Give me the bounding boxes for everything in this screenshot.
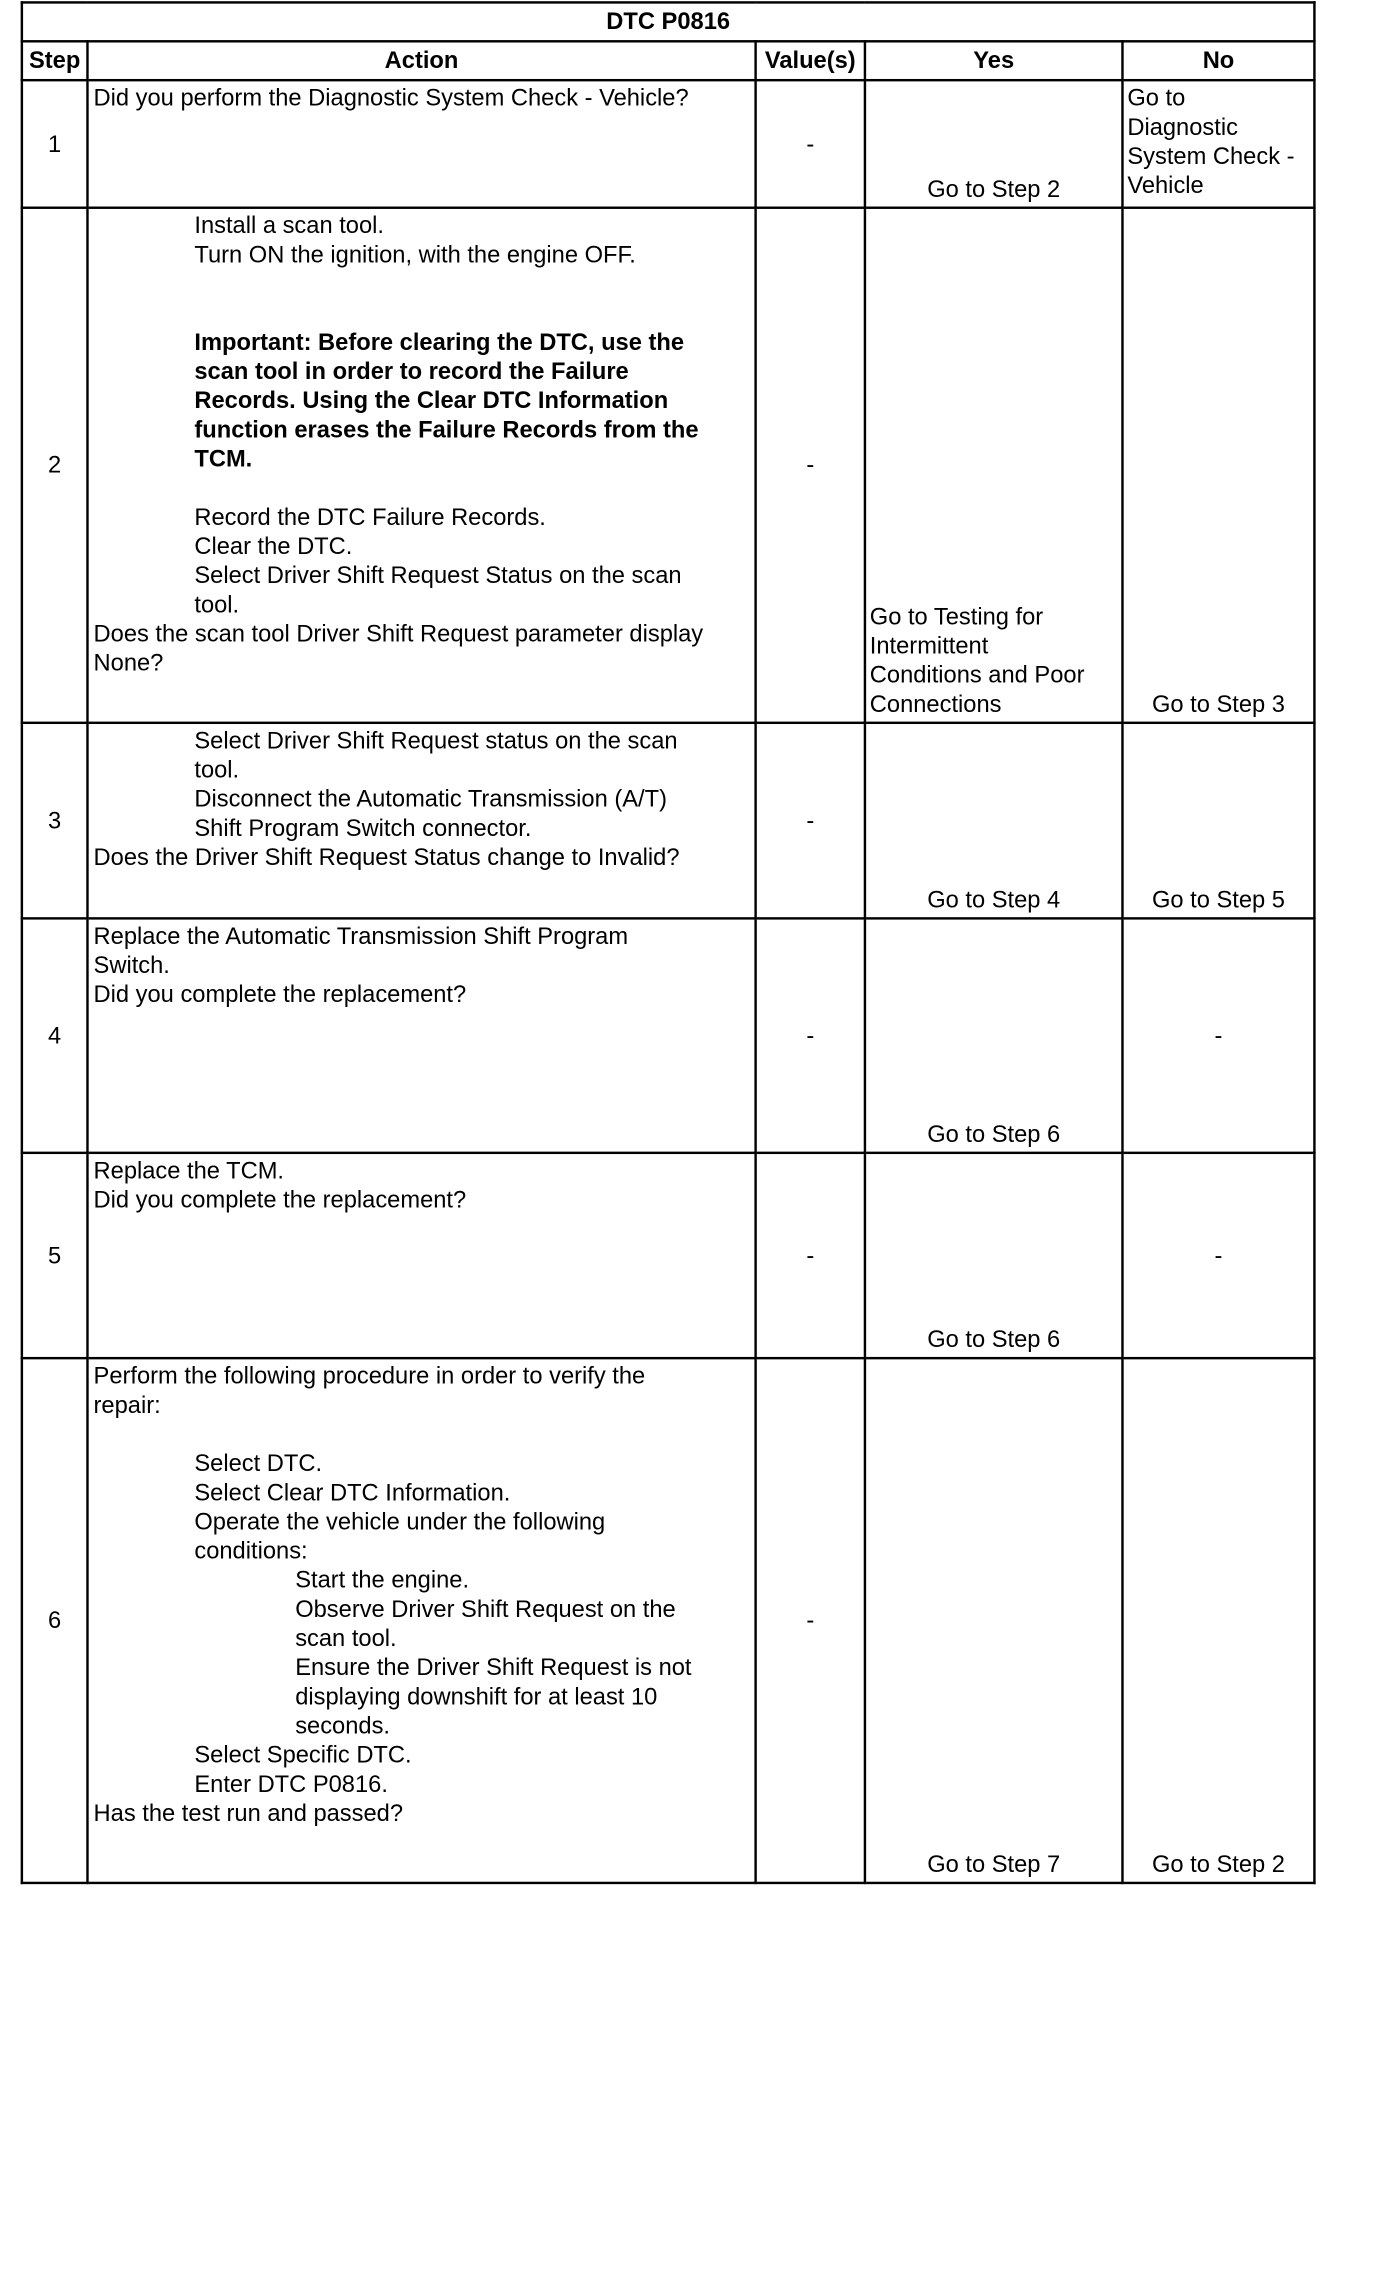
value-cell: -: [756, 723, 865, 919]
action-substep: Ensure the Driver Shift Request is not: [295, 1654, 692, 1682]
action-question: Did you complete the replacement?: [93, 981, 467, 1009]
action-question: Has the test run and passed?: [93, 1800, 404, 1828]
no-cell: Go to Step 3: [1122, 208, 1314, 723]
header-row: [22, 41, 1315, 80]
action-text: Switch.: [93, 952, 170, 980]
yes-cell: Go to Step 4: [865, 723, 1123, 919]
step-number: 6: [22, 1358, 88, 1883]
action-question: None?: [93, 649, 164, 677]
important-note: TCM.: [194, 445, 253, 473]
no-cell: Go to Step 2: [1122, 1358, 1314, 1883]
action-step: Select Driver Shift Request Status on the scan: [194, 562, 682, 590]
yes-cell: Go to Step 6: [865, 1153, 1123, 1358]
table-row: [22, 918, 1315, 1152]
diagnostic-table: [21, 1, 1316, 1884]
action-text: Did you perform the Diagnostic System Check - Vehicle?: [93, 85, 689, 112]
header-action: Action: [87, 41, 755, 80]
value-cell: -: [756, 1153, 865, 1358]
action-substep: Observe Driver Shift Request on the: [295, 1596, 676, 1623]
table-row: [22, 1358, 1315, 1883]
header-no: No: [1122, 41, 1314, 80]
yes-text: Go to Testing for: [869, 603, 1044, 631]
action-text: Replace the Automatic Transmission Shift Program: [93, 923, 629, 950]
no-cell: -: [1122, 1153, 1314, 1358]
action-step: Record the DTC Failure Records.: [194, 504, 546, 531]
value-cell: -: [756, 1358, 865, 1883]
yes-cell: Go to Step 7: [865, 1358, 1123, 1883]
action-question: Did you complete the replacement?: [93, 1186, 467, 1214]
action-text: Perform the following procedure in order to verify the: [93, 1363, 646, 1390]
action-cell: [87, 208, 755, 723]
action-step: Shift Program Switch connector.: [194, 815, 532, 842]
action-cell: [87, 918, 755, 1152]
no-cell: [1122, 80, 1314, 208]
action-text: Replace the TCM.: [93, 1157, 285, 1185]
action-step: Select Specific DTC.: [194, 1742, 412, 1769]
table-row: [22, 723, 1315, 919]
header-yes: Yes: [865, 41, 1123, 80]
important-note: scan tool in order to record the Failure: [194, 358, 629, 386]
step-number: 5: [22, 1153, 88, 1358]
yes-text: Conditions and Poor: [869, 662, 1085, 689]
table-title: DTC P0816: [22, 2, 1315, 41]
action-cell: [87, 1153, 755, 1358]
action-cell: [87, 1358, 755, 1883]
step-number: 4: [22, 918, 88, 1152]
value-cell: -: [756, 208, 865, 723]
table-row: [22, 80, 1315, 208]
no-text: System Check -: [1127, 143, 1295, 171]
header-values: Value(s): [756, 41, 865, 80]
action-question: Does the Driver Shift Request Status change to Invalid?: [93, 844, 680, 872]
step-number: 1: [22, 80, 88, 208]
action-step: tool.: [194, 591, 240, 619]
yes-cell: Go to Step 2: [865, 80, 1123, 208]
action-step: Select DTC.: [194, 1450, 323, 1478]
action-substep: scan tool.: [295, 1625, 397, 1653]
action-step: Turn ON the ignition, with the engine OFF.: [194, 241, 636, 269]
step-number: 3: [22, 723, 88, 919]
yes-text: Intermittent: [869, 632, 989, 660]
value-cell: -: [756, 80, 865, 208]
action-step: Install a scan tool.: [194, 212, 384, 240]
action-question: Does the scan tool Driver Shift Request parameter display: [93, 620, 704, 648]
yes-cell: [865, 208, 1123, 723]
action-step: Select Clear DTC Information.: [194, 1479, 511, 1507]
important-note: Records. Using the Clear DTC Information: [194, 387, 669, 415]
important-note: Important: Before clearing the DTC, use the: [194, 329, 685, 356]
action-step: Clear the DTC.: [194, 533, 353, 561]
no-cell: -: [1122, 918, 1314, 1152]
table-row: [22, 208, 1315, 723]
no-text: Vehicle: [1127, 172, 1204, 200]
header-step: Step: [22, 41, 88, 80]
action-step: Operate the vehicle under the following: [194, 1508, 606, 1536]
yes-text: Connections: [869, 691, 1002, 718]
no-text: Diagnostic: [1127, 114, 1238, 141]
no-cell: Go to Step 5: [1122, 723, 1314, 919]
action-text: repair:: [93, 1392, 161, 1419]
action-substep: displaying downshift for at least 10: [295, 1683, 658, 1711]
action-step: Select Driver Shift Request status on the scan: [194, 727, 678, 755]
yes-cell: Go to Step 6: [865, 918, 1123, 1152]
action-substep: seconds.: [295, 1712, 391, 1740]
action-cell: [87, 80, 755, 208]
action-step: tool.: [194, 756, 240, 784]
action-cell: [87, 723, 755, 919]
action-substep: Start the engine.: [295, 1567, 470, 1594]
value-cell: -: [756, 918, 865, 1152]
action-step: Disconnect the Automatic Transmission (A/T): [194, 785, 668, 813]
table-row: [22, 1153, 1315, 1358]
no-text: Go to: [1127, 85, 1186, 112]
action-step: conditions:: [194, 1537, 308, 1565]
step-number: 2: [22, 208, 88, 723]
action-step: Enter DTC P0816.: [194, 1771, 388, 1798]
important-note: function erases the Failure Records from the: [194, 416, 699, 444]
